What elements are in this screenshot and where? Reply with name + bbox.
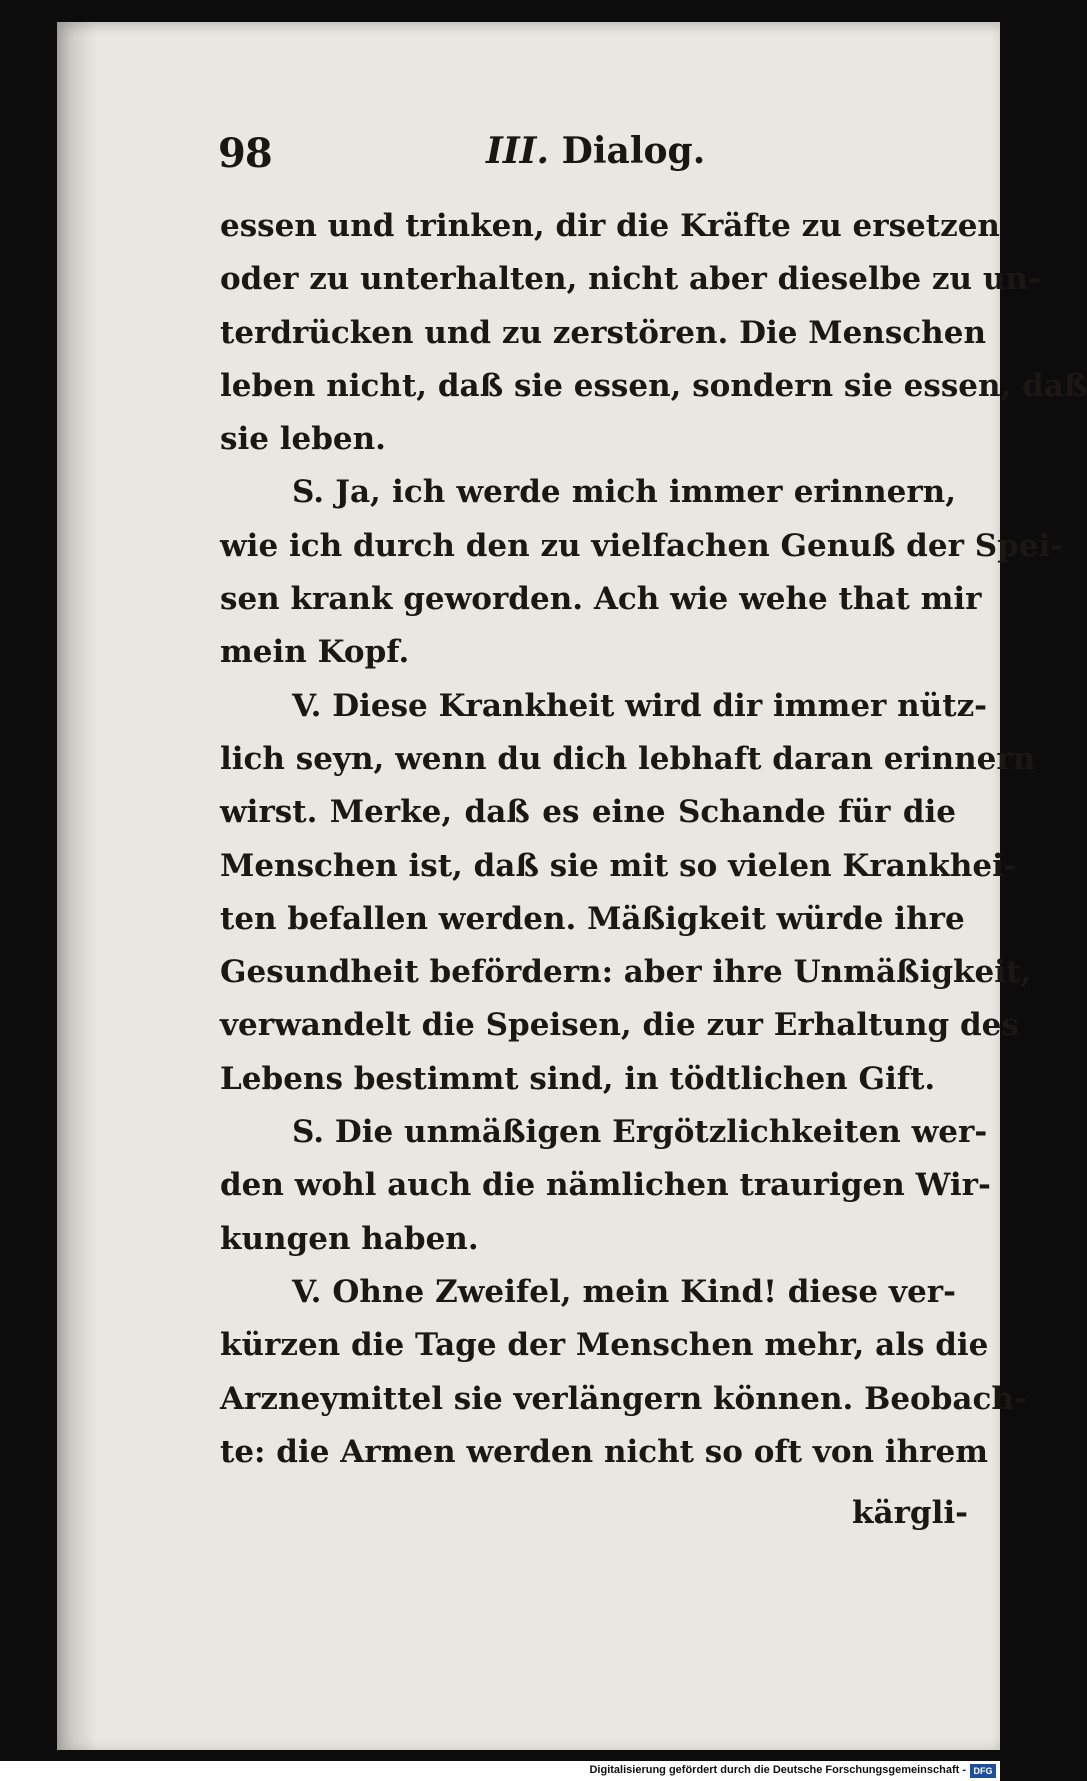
text-line: leben nicht, daß sie essen, sondern sie essen, daß: [220, 367, 1087, 404]
running-title-roman: III.: [486, 130, 550, 172]
running-title: [486, 130, 705, 172]
text-line: mein Kopf.: [220, 634, 410, 671]
text-line: Lebens bestimmt sind, in tödtlichen Gift.: [220, 1060, 936, 1097]
text-line: V. Diese Krankheit wird dir immer nütz-: [292, 687, 988, 724]
text-line: oder zu unterhalten, nicht aber dieselbe zu un-: [220, 261, 1041, 298]
footer-credit: Digitalisierung gefördert durch die Deutsche Forschungsgemeinschaft -: [589, 1764, 966, 1776]
text-line: verwandelt die Speisen, die zur Erhaltung des: [220, 1007, 1019, 1044]
text-line: Arzneymittel sie verlängern können. Beobach-: [220, 1380, 1027, 1417]
text-line: ten befallen werden. Mäßigkeit würde ihre: [220, 900, 965, 937]
text-line: wirst. Merke, daß es eine Schande für die: [220, 794, 956, 831]
page-number: 98: [218, 130, 272, 177]
text-line: lich seyn, wenn du dich lebhaft daran erinnern: [220, 740, 1036, 777]
text-line: kungen haben.: [220, 1220, 479, 1257]
running-title-text: Dialog.: [561, 130, 706, 172]
dfg-logo-icon: DFG: [970, 1764, 996, 1778]
text-line: wie ich durch den zu vielfachen Genuß der Spei-: [220, 527, 1064, 564]
text-line: essen und trinken, dir die Kräfte zu ersetzen: [220, 208, 1000, 244]
text-line: sen krank geworden. Ach wie wehe that mir: [220, 581, 982, 618]
text-line: sie leben.: [220, 421, 386, 458]
text-line: S. Die unmäßigen Ergötzlichkeiten wer-: [292, 1114, 988, 1151]
text-line: terdrücken und zu zerstören. Die Menschen: [220, 314, 986, 351]
text-line: V. Ohne Zweifel, mein Kind! diese ver-: [292, 1273, 956, 1310]
text-line: Menschen ist, daß sie mit so vielen Krankhei-: [220, 847, 1017, 884]
text-line: te: die Armen werden nicht so oft von ihrem: [220, 1433, 989, 1470]
catchword: kärgli-: [852, 1495, 968, 1531]
body-text: [220, 200, 1087, 1479]
text-line: den wohl auch die nämlichen traurigen Wir-: [220, 1167, 991, 1204]
text-line: S. Ja, ich werde mich immer erinnern,: [292, 474, 956, 511]
spine-shadow: [57, 22, 97, 1750]
footer-bar: [0, 1761, 1000, 1781]
text-line: Gesundheit befördern: aber ihre Unmäßigkeit,: [220, 954, 1032, 991]
page-header: [218, 130, 958, 180]
text-line: kürzen die Tage der Menschen mehr, als die: [220, 1327, 989, 1364]
